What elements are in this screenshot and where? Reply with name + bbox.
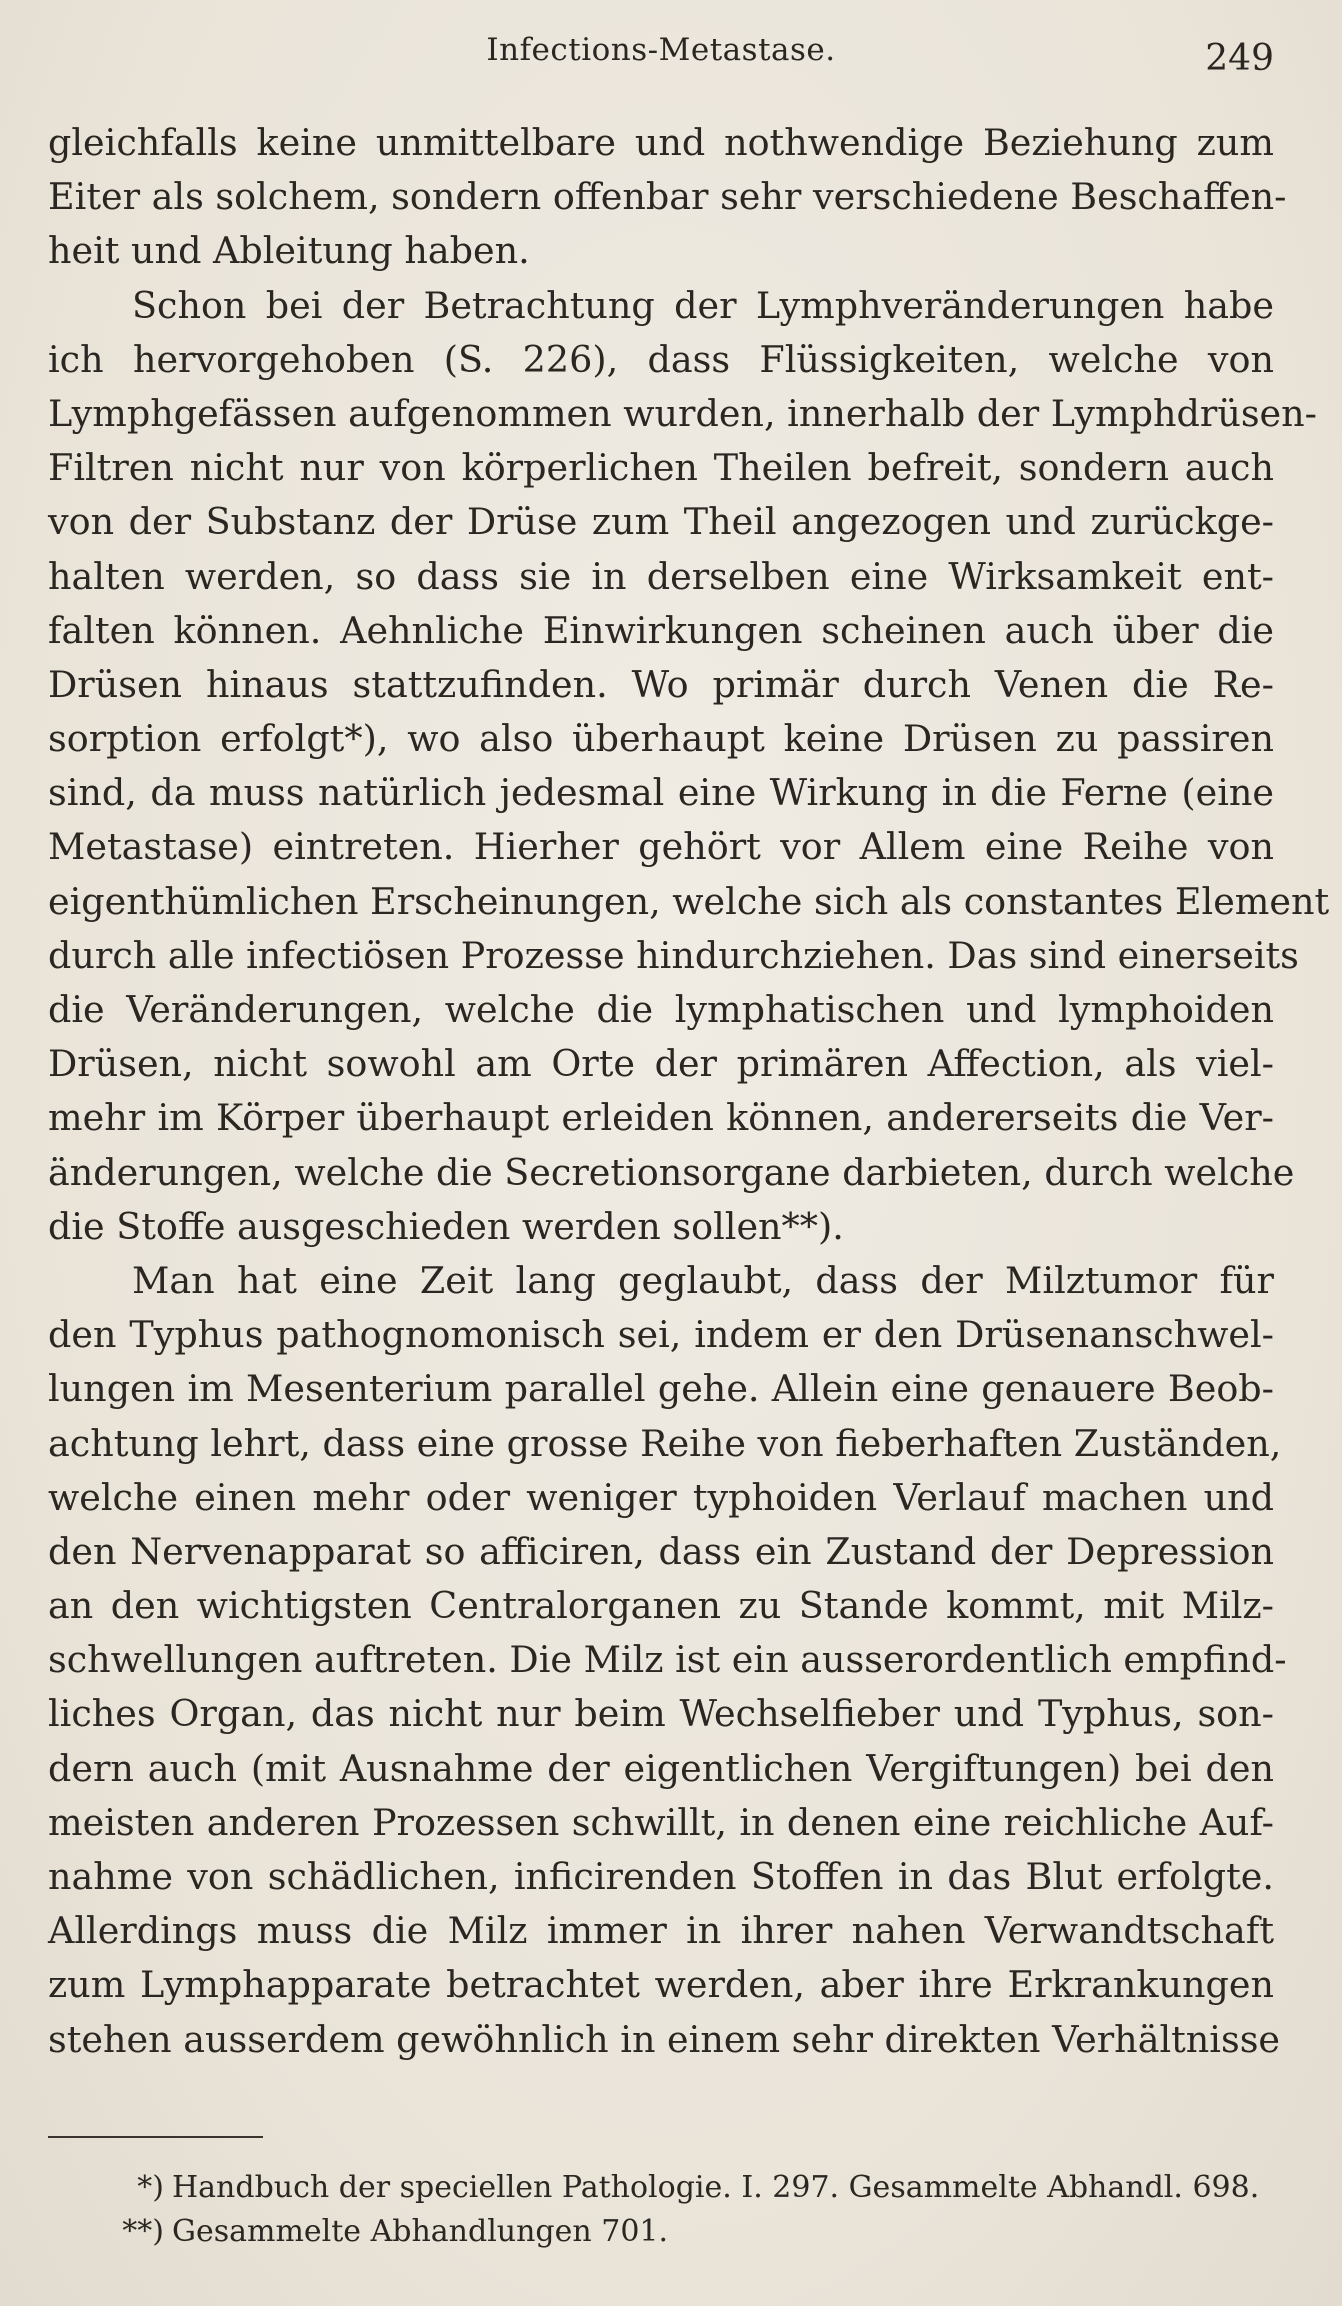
text-line: die Veränderungen, welche die lymphatischen und lymphoiden (48, 988, 1274, 1031)
text-line: Filtren nicht nur von körperlichen Theilen befreit, sondern auch (48, 446, 1274, 490)
text-line: sind, da muss natürlich jedesmal eine Wirkung in die Ferne (eine (48, 771, 1274, 815)
footnote-mark: *) (137, 2170, 164, 2205)
text-line: mehr im Körper überhaupt erleiden können, andererseits die Ver- (48, 1096, 1274, 1140)
running-head (48, 28, 1274, 78)
footnote-text: Handbuch der speciellen Pathologie. I. 297. Gesammelte Abhandl. 698. (172, 2170, 1260, 2205)
text-line: Allerdings muss die Milz immer in ihrer nahen Verwandtschaft (48, 1909, 1274, 1953)
text-line: den Nervenapparat so afficiren, dass ein Zustand der Depression (48, 1529, 1274, 1573)
footnotes (110, 2166, 1280, 2254)
text-line: durch alle infectiösen Prozesse hindurchziehen. Das sind einerseits (48, 933, 1299, 977)
text-line: sorption erfolgt*), wo also überhaupt keine Drüsen zu passiren (48, 717, 1274, 761)
footnote (110, 2166, 1280, 2210)
text-line: Drüsen, nicht sowohl am Orte der primären Affection, als viel- (48, 1042, 1274, 1086)
text-line: heit und Ableitung haben. (48, 229, 530, 273)
text-line: Eiter als solchem, sondern offenbar sehr verschiedene Beschaffen- (48, 175, 1287, 219)
text-line: zum Lymphapparate betrachtet werden, aber ihre Erkrankungen (48, 1963, 1274, 2007)
text-line: Metastase) eintreten. Hierher gehört vor Allem eine Reihe von (48, 825, 1274, 869)
text-line: die Stoffe ausgeschieden werden sollen**). (48, 1204, 844, 1248)
text-line: den Typhus pathognomonisch sei, indem er den Drüsenanschwel- (48, 1313, 1274, 1357)
body-text (48, 116, 1330, 2067)
footnote-divider (48, 2136, 263, 2138)
text-line: welche einen mehr oder weniger typhoiden Verlauf machen und (48, 1475, 1274, 1519)
text-line: ich hervorgehoben (S. 226), dass Flüssigkeiten, welche von (48, 337, 1274, 381)
text-line: Schon bei der Betrachtung der Lymphveränderungen habe (132, 283, 1274, 327)
text-line: an den wichtigsten Centralorganen zu Stande kommt, mit Milz- (48, 1584, 1274, 1628)
text-line: änderungen, welche die Secretionsorgane darbieten, durch welche (48, 1150, 1295, 1194)
text-line: von der Substanz der Drüse zum Theil angezogen und zurückge- (48, 500, 1274, 544)
text-line: stehen ausserdem gewöhnlich in einem sehr direkten Verhältnisse (48, 2017, 1281, 2061)
text-line: meisten anderen Prozessen schwillt, in denen eine reichliche Auf- (48, 1800, 1274, 1844)
text-line: eigenthümlichen Erscheinungen, welche sich als constantes Element (48, 879, 1330, 923)
text-line: nahme von schädlichen, inficirenden Stoffen in das Blut erfolgte. (48, 1855, 1274, 1898)
text-line: Man hat eine Zeit lang geglaubt, dass der Milztumor für (132, 1258, 1274, 1302)
text-line: schwellungen auftreten. Die Milz ist ein ausserordentlich empfind- (48, 1638, 1287, 1682)
running-title: Infections-Metastase. (486, 32, 836, 68)
text-line: liches Organ, das nicht nur beim Wechselfieber und Typhus, son- (48, 1692, 1274, 1736)
text-line: gleichfalls keine unmittelbare und nothwendige Beziehung zum (48, 121, 1274, 164)
text-line: achtung lehrt, dass eine grosse Reihe von fieberhaften Zuständen, (48, 1421, 1282, 1465)
footnote-text: Gesammelte Abhandlungen 701. (172, 2214, 669, 2249)
page-number: 249 (1205, 38, 1274, 79)
footnote-mark: **) (122, 2214, 164, 2249)
text-line: dern auch (mit Ausnahme der eigentlichen Vergiftungen) bei den (48, 1746, 1274, 1790)
text-line: Lymphgefässen aufgenommen wurden, innerhalb der Lymphdrüsen- (48, 391, 1317, 435)
text-line: falten können. Aehnliche Einwirkungen scheinen auch über die (48, 608, 1274, 652)
text-line: halten werden, so dass sie in derselben eine Wirksamkeit ent- (48, 554, 1274, 598)
text-line: lungen im Mesenterium parallel gehe. Allein eine genauere Beob- (48, 1367, 1274, 1411)
footnote (110, 2210, 1280, 2254)
text-line: Drüsen hinaus stattzufinden. Wo primär durch Venen die Re- (48, 662, 1274, 706)
